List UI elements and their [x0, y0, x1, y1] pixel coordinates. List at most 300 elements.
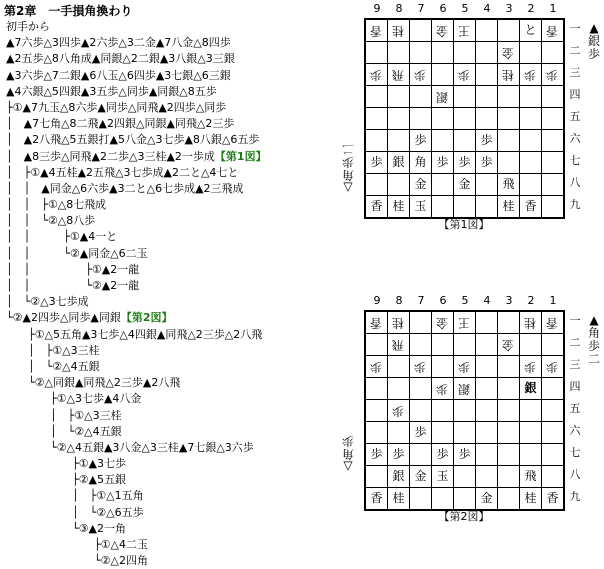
board-square [520, 488, 542, 511]
rank-label: 一 [569, 314, 581, 327]
board-square [476, 19, 498, 42]
shogi-board [364, 310, 565, 511]
gote-piece: 歩 [414, 68, 427, 82]
board-square [388, 86, 410, 108]
move-text: 初手から [6, 20, 50, 33]
sente-piece: 飛 [502, 177, 515, 191]
gote-piece: 金 [436, 24, 449, 38]
board-square [432, 444, 454, 466]
board-square [520, 311, 542, 334]
board-square [520, 152, 542, 174]
gote-piece: 飛 [392, 338, 405, 352]
board-square [476, 130, 498, 152]
rank-label: 三 [569, 66, 581, 79]
board-square [476, 400, 498, 422]
board-square [498, 400, 520, 422]
board-square [388, 311, 410, 334]
move-line [6, 456, 326, 472]
file-labels [364, 294, 564, 308]
board-square [542, 444, 565, 466]
board-square [498, 86, 520, 108]
move-line [6, 100, 326, 116]
board-square [410, 444, 432, 466]
board-square [542, 19, 565, 42]
board-square [454, 42, 476, 64]
board-square [520, 174, 542, 196]
move-text: │ └②△4五銀 [6, 424, 122, 438]
hand-piece: △ [343, 181, 353, 195]
move-text: ▲2五歩△8八角成▲同銀△2二銀▲3八銀△3三銀 [6, 52, 235, 66]
board-square [432, 19, 454, 42]
board-square [410, 196, 432, 219]
move-line [6, 149, 326, 165]
move-text: │ │ ▲同金△6六歩▲3二と△6七歩成▲2三飛成 [6, 181, 244, 195]
board-square [432, 378, 454, 400]
move-line [6, 424, 326, 440]
move-line [6, 35, 326, 51]
diagram-caption: 【第1図】 [438, 218, 490, 231]
file-label: 4 [483, 294, 491, 307]
sente-piece: 歩 [414, 425, 427, 439]
sente-piece: 歩 [370, 447, 383, 461]
board-square [365, 378, 388, 400]
board-square [476, 356, 498, 378]
board-square [454, 152, 476, 174]
diagram-2 [342, 294, 604, 526]
sente-piece: と [524, 23, 537, 37]
board-square [388, 42, 410, 64]
board-square [542, 400, 565, 422]
board-square [542, 466, 565, 488]
gote-piece: 桂 [392, 316, 405, 330]
sente-piece: 歩 [370, 155, 383, 169]
board-square [432, 422, 454, 444]
move-text: └③▲2一角 [6, 521, 126, 535]
board-square [388, 488, 410, 511]
move-line [6, 553, 326, 569]
move-line [6, 197, 326, 213]
board-square [388, 19, 410, 42]
move-text: └②△2四角 [6, 554, 148, 568]
move-line [6, 391, 326, 407]
rank-label: 五 [569, 110, 581, 123]
board-square [520, 64, 542, 86]
board-square [432, 196, 454, 219]
sente-piece: 香 [524, 199, 537, 213]
file-label: 6 [439, 2, 447, 15]
rank-label: 六 [569, 424, 581, 437]
gote-piece: 金 [502, 46, 515, 60]
file-label: 5 [461, 2, 469, 15]
board-square [454, 378, 476, 400]
board-square [432, 86, 454, 108]
move-text: │ ├①△3三桂 [6, 343, 100, 357]
gote-piece: 歩 [524, 68, 537, 82]
board-square [542, 86, 565, 108]
board-square [410, 334, 432, 356]
file-labels [364, 2, 564, 16]
sente-piece: 玉 [414, 199, 427, 213]
board-square [454, 466, 476, 488]
move-text: ├①△5五角▲3七歩△4四銀▲同飛△2三歩△2八飛 [6, 327, 263, 341]
hand-piece: 歩 [587, 339, 600, 353]
sente-piece: 歩 [392, 447, 405, 461]
board-square [432, 108, 454, 130]
move-line [6, 68, 326, 84]
board-square [432, 130, 454, 152]
board-square [520, 108, 542, 130]
diagram-reference: 【第1図】 [214, 149, 267, 163]
board-square [432, 400, 454, 422]
board-square [498, 422, 520, 444]
board-square [520, 356, 542, 378]
board-square [498, 356, 520, 378]
move-text: │ ▲2八飛△5五銀打▲5八金△3七歩▲8八銀△6五歩 [6, 133, 260, 147]
move-text: ▲7六歩△3四歩▲2六歩△3二金▲7八金△8四歩 [6, 36, 231, 50]
board-square [365, 311, 388, 334]
board-square [520, 422, 542, 444]
board-square [542, 488, 565, 511]
board-square [432, 42, 454, 64]
sente-piece: 玉 [436, 469, 449, 483]
rank-label: 一 [569, 22, 581, 35]
board-square [410, 86, 432, 108]
gote-piece: 桂 [524, 316, 537, 330]
move-line [6, 505, 326, 521]
board-square [365, 19, 388, 42]
board-square [454, 488, 476, 511]
board-square [476, 466, 498, 488]
hand-piece: 銀 [587, 34, 600, 48]
board-square [365, 196, 388, 219]
move-text: │ │ └②▲同金△6二玉 [6, 246, 148, 260]
board-square [388, 466, 410, 488]
board-square [498, 196, 520, 219]
file-label: 6 [439, 294, 447, 307]
sente-piece: 桂 [392, 491, 405, 505]
sente-piece: 金 [414, 177, 427, 191]
hand-piece: ▲ [589, 21, 599, 35]
move-text: ├①▲7九玉△8六歩▲同歩△同飛▲2四歩△同歩 [6, 100, 227, 114]
move-line [6, 84, 326, 100]
sente-piece: 香 [370, 491, 383, 505]
sente-piece: 角 [414, 155, 427, 169]
board-square [454, 311, 476, 334]
board-square [542, 42, 565, 64]
hand-piece: 二 [587, 352, 600, 366]
board-square [432, 64, 454, 86]
file-label: 5 [461, 294, 469, 307]
board-square [432, 488, 454, 511]
board-square [410, 466, 432, 488]
hand-piece: 角 [587, 326, 600, 340]
board-square [410, 378, 432, 400]
file-label: 3 [505, 294, 513, 307]
board-square [410, 64, 432, 86]
move-tree [6, 19, 326, 569]
board-square [365, 488, 388, 511]
board-square [498, 174, 520, 196]
board-square [410, 400, 432, 422]
gote-hand [340, 142, 356, 194]
board-square [542, 378, 565, 400]
gote-piece: 桂 [392, 24, 405, 38]
gote-piece: 歩 [524, 360, 537, 374]
board-square [498, 42, 520, 64]
file-label: 7 [417, 2, 425, 15]
move-text: │ └②△3七歩成 [6, 295, 89, 309]
board-square [520, 444, 542, 466]
rank-label: 二 [569, 336, 581, 349]
board-square [410, 422, 432, 444]
board-square [476, 108, 498, 130]
board-square [432, 311, 454, 334]
move-line [6, 488, 326, 504]
sente-hand [586, 314, 602, 366]
file-label: 9 [373, 2, 381, 15]
move-text: │ │ └②△8八歩 [6, 214, 96, 228]
board-square [498, 466, 520, 488]
board-square [454, 130, 476, 152]
move-text: │ ▲7七角△8二飛▲2四銀△同銀▲同飛△2三歩 [6, 117, 235, 131]
board-square [520, 334, 542, 356]
board-square [410, 311, 432, 334]
board-square [388, 108, 410, 130]
board-square [520, 130, 542, 152]
gote-piece: 銀 [458, 382, 471, 396]
board-square [410, 152, 432, 174]
board-square [410, 130, 432, 152]
board-square [410, 356, 432, 378]
board-square [365, 400, 388, 422]
board-square [520, 400, 542, 422]
move-text: ├①△3七歩▲4八金 [6, 392, 142, 406]
gote-piece: 王 [458, 24, 471, 38]
hand-piece: 歩 [342, 155, 355, 169]
sente-piece: 金 [414, 469, 427, 483]
gote-piece: 歩 [392, 404, 405, 418]
move-text: │ │ ├①▲2一龍 [6, 262, 140, 276]
board-square [498, 311, 520, 334]
board-square [410, 42, 432, 64]
move-text: ▲3六歩△7二銀▲6八玉△6四歩▲3七銀△6三銀 [6, 68, 231, 82]
move-line [6, 343, 326, 359]
board-square [388, 400, 410, 422]
sente-piece: 香 [370, 199, 383, 213]
move-text: ├①△4二玉 [6, 538, 148, 551]
file-label: 2 [527, 2, 535, 15]
file-label: 1 [549, 294, 557, 307]
hand-piece: ▲ [589, 313, 599, 327]
move-text: │ │ ├①△8七飛成 [6, 198, 107, 212]
board-square [365, 444, 388, 466]
move-line [6, 408, 326, 424]
board-square [365, 64, 388, 86]
board-square [454, 19, 476, 42]
board-square [476, 444, 498, 466]
sente-piece: 歩 [414, 133, 427, 147]
board-square [388, 356, 410, 378]
board-square [388, 64, 410, 86]
sente-piece: 歩 [480, 155, 493, 169]
board-square [498, 64, 520, 86]
board-square [498, 378, 520, 400]
move-line [6, 310, 326, 326]
move-line [6, 440, 326, 456]
move-text: └②△同銀▲同飛△2三歩▲2八飛 [6, 376, 181, 390]
rank-label: 七 [569, 154, 581, 167]
board-square [498, 130, 520, 152]
gote-piece: 金 [436, 316, 449, 330]
diagram-caption: 【第2図】 [438, 510, 490, 523]
board-square [432, 356, 454, 378]
move-line [6, 375, 326, 391]
board-square [454, 422, 476, 444]
board-square [476, 311, 498, 334]
hand-piece: 角 [342, 447, 355, 461]
board-square [365, 356, 388, 378]
board-square [476, 488, 498, 511]
rank-label: 三 [569, 358, 581, 371]
board-square [454, 174, 476, 196]
hand-piece: △ [343, 460, 353, 474]
rank-labels [568, 310, 582, 508]
rank-label: 二 [569, 44, 581, 57]
board-square [388, 130, 410, 152]
board-square [498, 334, 520, 356]
move-text: └②▲2四歩△同歩▲同銀 [6, 311, 121, 325]
board-square [454, 86, 476, 108]
move-line [6, 278, 326, 294]
move-line [6, 213, 326, 229]
gote-piece: 飛 [392, 68, 405, 82]
board-square [454, 334, 476, 356]
board-square [476, 196, 498, 219]
move-text: │ ├①△1五角 [6, 489, 144, 503]
diagram-1 [342, 2, 604, 234]
sente-piece: 桂 [524, 491, 537, 505]
gote-piece: 歩 [546, 68, 559, 82]
hand-piece: 歩 [587, 47, 600, 61]
rank-label: 四 [569, 88, 581, 101]
file-label: 7 [417, 294, 425, 307]
board-square [388, 334, 410, 356]
board-square [476, 334, 498, 356]
gote-piece: 桂 [502, 68, 515, 82]
move-line [6, 19, 326, 35]
rank-label: 五 [569, 402, 581, 415]
board-square [365, 466, 388, 488]
board-square [520, 42, 542, 64]
rank-label: 八 [569, 468, 581, 481]
board-square [388, 422, 410, 444]
board-square [520, 86, 542, 108]
board-square [365, 42, 388, 64]
hand-piece: 角 [342, 168, 355, 182]
move-line [6, 294, 326, 310]
move-line [6, 229, 326, 245]
move-text: ├②▲5五銀 [6, 473, 126, 487]
board-square [388, 378, 410, 400]
move-line [6, 246, 326, 262]
board-square [520, 466, 542, 488]
board-square [365, 422, 388, 444]
file-label: 9 [373, 294, 381, 307]
board-square [388, 174, 410, 196]
board-square [365, 152, 388, 174]
rank-labels [568, 18, 582, 216]
board-square [498, 488, 520, 511]
board-square [432, 466, 454, 488]
board-square [410, 108, 432, 130]
sente-piece: 香 [546, 491, 559, 505]
sente-piece: 歩 [458, 447, 471, 461]
board-square [520, 196, 542, 219]
board-square [542, 196, 565, 219]
sente-piece: 桂 [502, 199, 515, 213]
move-text: └②△4五銀▲3八金△3三桂▲7七銀△3六歩 [6, 440, 254, 454]
move-line [6, 472, 326, 488]
move-line [6, 116, 326, 132]
move-line [6, 359, 326, 375]
gote-piece: 歩 [370, 360, 383, 374]
move-line [6, 132, 326, 148]
gote-piece: 香 [546, 24, 559, 38]
sente-piece: 桂 [392, 199, 405, 213]
move-line [6, 165, 326, 181]
board-square [520, 378, 542, 400]
board-square [410, 174, 432, 196]
board-square [410, 488, 432, 511]
gote-piece: 歩 [436, 382, 449, 396]
move-line [6, 181, 326, 197]
move-text: │ │ └②▲2一龍 [6, 279, 140, 292]
move-text: │ └②△6五歩 [6, 505, 144, 519]
board-square [365, 130, 388, 152]
board-square [542, 174, 565, 196]
board-square [476, 174, 498, 196]
move-text: │ ├①△3三桂 [6, 408, 122, 422]
gote-piece: 歩 [458, 68, 471, 82]
board-square [520, 19, 542, 42]
sente-piece: 銀 [392, 469, 405, 483]
board-square [542, 64, 565, 86]
board-square [542, 422, 565, 444]
sente-piece: 銀 [392, 155, 405, 169]
board-square [476, 64, 498, 86]
gote-piece: 歩 [370, 68, 383, 82]
shogi-board [364, 18, 565, 219]
board-square [542, 311, 565, 334]
move-text: ├①▲3七歩 [6, 457, 126, 471]
sente-piece: 銀 [524, 381, 537, 395]
sente-piece: 金 [458, 177, 471, 191]
board-square [365, 108, 388, 130]
file-label: 8 [395, 2, 403, 15]
board-square [365, 174, 388, 196]
sente-piece: 歩 [436, 447, 449, 461]
board-square [542, 356, 565, 378]
sente-piece: 歩 [436, 155, 449, 169]
gote-piece: 歩 [414, 360, 427, 374]
gote-piece: 香 [370, 316, 383, 330]
file-label: 2 [527, 294, 535, 307]
rank-label: 六 [569, 132, 581, 145]
board-square [365, 334, 388, 356]
board-square [498, 19, 520, 42]
move-text: │ ▲8三歩△同飛▲2二歩△3三桂▲2一歩成 [6, 149, 215, 163]
board-square [432, 152, 454, 174]
